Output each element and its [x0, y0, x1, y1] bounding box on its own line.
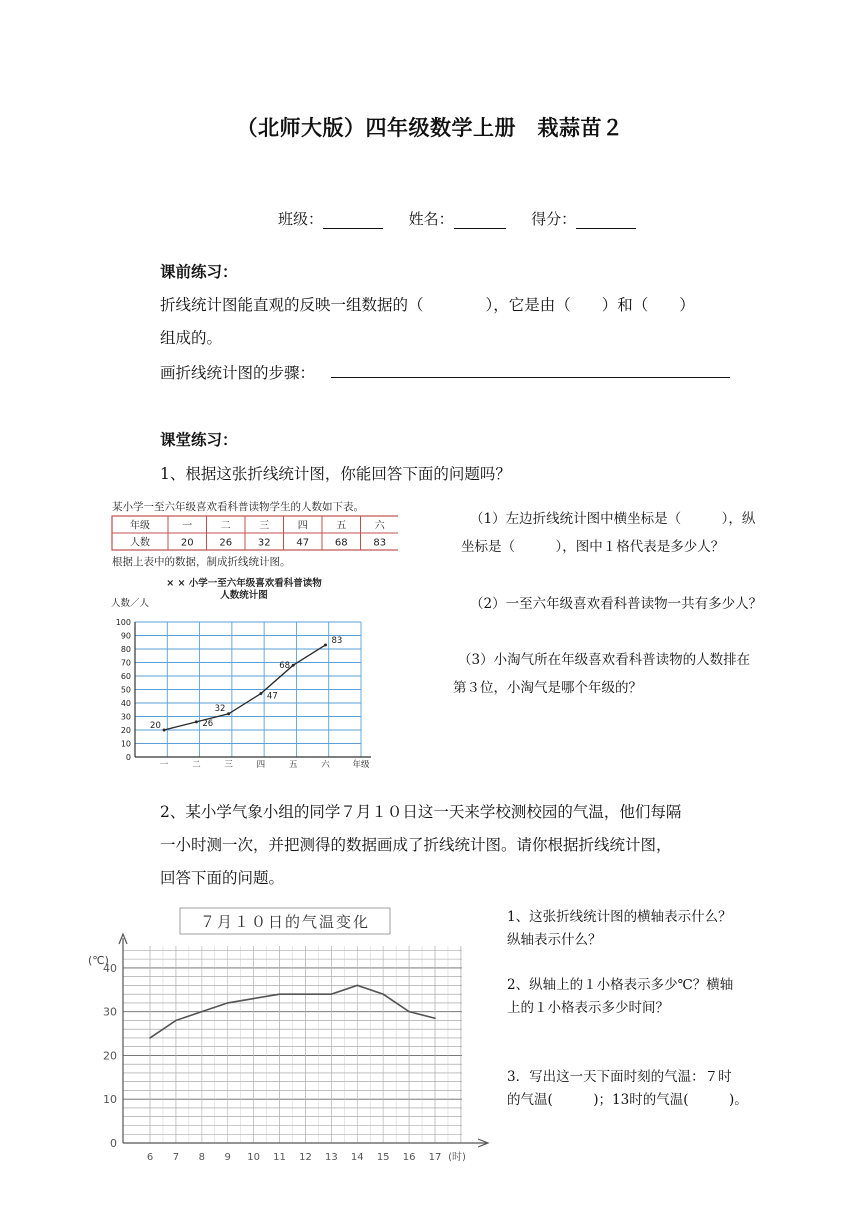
chart-1-data-label: 20	[150, 721, 161, 731]
chart-1-x-tick: 二	[192, 760, 201, 768]
chart-1-y-tick: 30	[120, 712, 131, 722]
chart-2-point	[149, 1037, 151, 1039]
chart-2-point	[227, 1002, 229, 1004]
chart-1-data-label: 68	[279, 661, 291, 672]
chart-1-point	[195, 720, 198, 723]
chart-2-x-tick: 13	[324, 1152, 338, 1163]
table-cell: 人数	[130, 537, 150, 549]
score-blank[interactable]	[576, 212, 636, 229]
pre-line-2: 组成的。	[160, 329, 223, 347]
chart-2-x-tick: 9	[224, 1152, 231, 1163]
chart-1-x-tick: 五	[288, 760, 298, 768]
q1-item-2: （2）一至六年级喜欢看科普读物一共有多少人？	[470, 596, 763, 612]
chart-1-title: 人数统计图	[220, 590, 268, 601]
chart-2-y-tick: 0	[110, 1137, 117, 1150]
chart-1-point	[292, 664, 295, 667]
chart-2-point	[253, 998, 255, 1000]
question-1: 1、根据这张折线统计图，你能回答下面的问题吗？	[160, 465, 511, 483]
q1-item-3a: （3）小淘气所在年级喜欢看科普读物的人数排在	[458, 652, 751, 668]
chart-1-data-label: 47	[266, 691, 278, 702]
chart-2-ylabel: (℃)	[88, 954, 109, 967]
question-2-line-1: 2、某小学气象小组的同学７月１０日这一天来学校测校园的气温，他们每隔	[160, 803, 682, 821]
table-note: 根据上表中的数据，制成折线统计图。	[112, 556, 291, 568]
chart-1-xlabel: 年级	[352, 760, 370, 768]
table-cell: 26	[219, 537, 233, 549]
chart-2-point	[175, 1020, 177, 1022]
figure-2	[80, 896, 492, 1168]
class-practice-heading: 课堂练习：	[160, 431, 238, 449]
chart-1-y-tick: 90	[120, 631, 131, 641]
chart-1-point	[227, 712, 230, 715]
q2-item-3b: 的气温( )；13时的气温( )。	[507, 1092, 748, 1108]
chart-1	[111, 577, 371, 768]
table-cell: 32	[257, 537, 271, 549]
chart-2-x-tick: 6	[146, 1152, 154, 1163]
chart-1-y-tick: 10	[120, 739, 131, 749]
chart-1-y-tick: 50	[120, 685, 131, 695]
chart-1-point	[324, 643, 327, 646]
chart-1-x-tick: 一	[159, 760, 169, 768]
chart-1-x-tick: 四	[256, 760, 266, 768]
chart-1-data-label: 83	[331, 635, 343, 646]
q2-item-1b: 纵轴表示什么？	[507, 932, 602, 948]
chart-2-x-tick: 14	[350, 1152, 364, 1163]
chart-1-y-tick: 100	[115, 618, 131, 627]
table-header-cell: 五	[336, 520, 347, 532]
steps-blank[interactable]	[331, 377, 730, 378]
pre-practice-heading: 课前练习：	[160, 263, 238, 281]
class-blank[interactable]	[323, 212, 383, 229]
q2-item-2b: 上的１小格表示多少时间？	[507, 1000, 669, 1016]
chart-2-y-tick: 30	[103, 1005, 117, 1019]
chart-2-x-tick: 17	[428, 1152, 442, 1163]
q2-item-3a: 3．写出这一天下面时刻的气温：７时	[507, 1069, 732, 1085]
table-header-cell: 二	[220, 520, 231, 532]
table-header-cell: 六	[374, 520, 385, 532]
chart-2-title: ７月１０日的气温变化	[199, 913, 371, 931]
chart-2-y-tick: 10	[103, 1093, 117, 1107]
chart-2	[88, 908, 488, 1163]
chart-2-point	[434, 1017, 436, 1019]
chart-2-x-tick: 7	[172, 1152, 180, 1163]
chart-2-x-tick: 8	[198, 1152, 206, 1163]
table-cell: 20	[180, 537, 194, 549]
q1-item-1b: 坐标是（ ），图中１格代表是多少人？	[461, 539, 725, 555]
chart-2-point	[408, 1011, 410, 1013]
chart-1-y-tick: 40	[120, 699, 131, 708]
chart-1-x-tick: 六	[321, 760, 330, 768]
table-caption: 某小学一至六年级喜欢看科普读物学生的人数如下表。	[112, 501, 364, 513]
table-header-cell: 四	[297, 520, 308, 532]
chart-1-series-line	[164, 645, 325, 730]
chart-2-point	[279, 993, 281, 995]
score-label: 得分：	[531, 210, 577, 228]
name-label: 姓名：	[408, 210, 454, 228]
chart-1-ylabel: 人数／人	[111, 598, 150, 609]
chart-1-y-tick: 0	[125, 753, 131, 762]
chart-1-point	[163, 729, 166, 732]
chart-1-y-tick: 20	[120, 726, 131, 735]
chart-1-point	[259, 692, 262, 695]
table-header-cell: 三	[259, 520, 270, 532]
chart-1-title: × × 小学一至六年级喜欢看科普读物	[166, 578, 322, 589]
chart-1-x-tick: 三	[224, 760, 233, 768]
table-cell: 47	[296, 537, 310, 549]
page-title: （北师大版）四年级数学上册 栽蒜苗２	[236, 116, 624, 140]
chart-2-x-tick: 12	[299, 1152, 312, 1163]
chart-2-x-tick: 11	[273, 1152, 286, 1163]
q2-item-2a: 2、纵轴上的１小格表示多少℃？横轴	[507, 977, 734, 993]
table-header-cell: 年级	[130, 520, 150, 532]
chart-2-y-tick: 20	[103, 1049, 117, 1063]
table-cell: 83	[373, 537, 387, 549]
question-2-line-2: 一小时测一次，并把测得的数据画成了折线统计图。请你根据折线统计图，	[160, 836, 672, 854]
chart-2-x-tick: 16	[402, 1152, 416, 1163]
question-2-line-3: 回答下面的问题。	[160, 869, 285, 887]
data-table	[112, 516, 398, 550]
student-info	[278, 208, 636, 229]
q1-item-1a: （1）左边折线统计图中横坐标是（ ），纵	[470, 511, 756, 527]
chart-2-xlabel: (时)	[448, 1152, 466, 1163]
name-blank[interactable]	[454, 212, 506, 229]
chart-1-y-tick: 80	[120, 645, 131, 654]
pre-line-1: 折线统计图能直观的反映一组数据的（ ），它是由（ ）和（ ）	[160, 296, 695, 314]
figure-1	[108, 496, 398, 768]
q1-item-3b: 第３位，小淘气是哪个年级的？	[453, 680, 642, 696]
chart-1-y-tick: 70	[120, 658, 131, 668]
pre-line-3: 画折线统计图的步骤：	[160, 364, 316, 382]
chart-2-point	[201, 1011, 203, 1013]
chart-2-x-tick: 10	[247, 1152, 261, 1163]
chart-2-point	[331, 993, 333, 995]
chart-1-data-label: 26	[202, 718, 214, 729]
chart-2-point	[305, 993, 307, 995]
chart-1-y-tick: 60	[120, 672, 131, 681]
table-header-cell: 一	[182, 520, 193, 532]
chart-2-point	[356, 985, 358, 987]
q2-item-1a: 1、这张折线统计图的横轴表示什么？	[507, 909, 732, 925]
table-cell: 68	[334, 537, 348, 549]
chart-2-point	[382, 993, 384, 995]
chart-1-data-label: 32	[214, 703, 226, 714]
chart-2-y-tick: 40	[103, 961, 117, 975]
class-label: 班级：	[278, 210, 324, 228]
chart-2-x-tick: 15	[376, 1152, 390, 1163]
